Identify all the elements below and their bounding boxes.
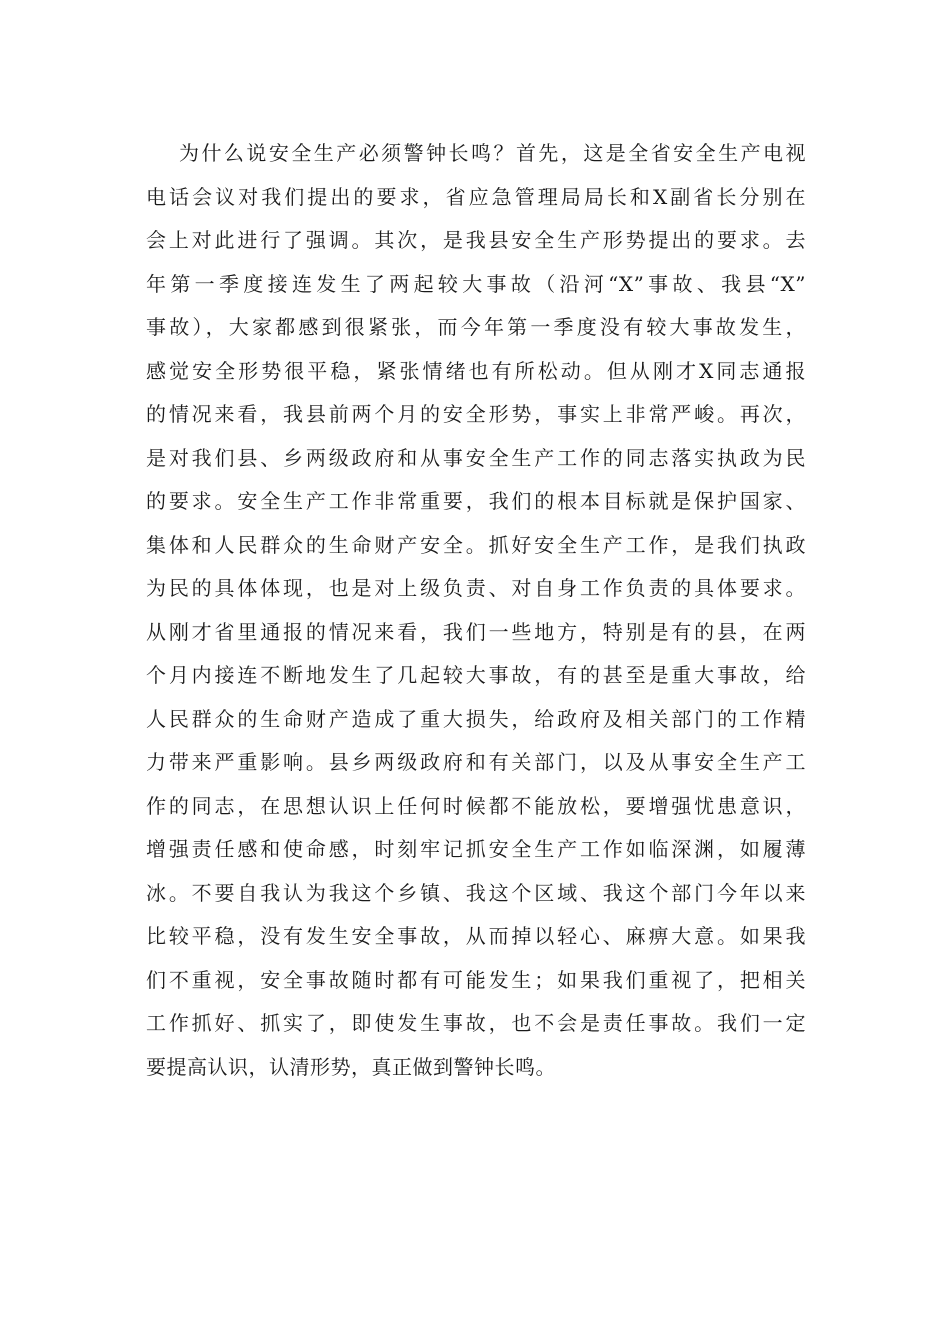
- paragraph-line: 要提高认识，认清形势，真正做到警钟长鸣。: [146, 1054, 556, 1079]
- paragraph-line: 为民的具体体现，也是对上级负责、对自身工作负责的具体要求。: [146, 576, 806, 600]
- paragraph-line: 冰。不要自我认为我这个乡镇、我这个区域、我这个部门今年以来: [146, 880, 806, 905]
- paragraph-line: 的情况来看，我县前两个月的安全形势，事实上非常严峻。再次，: [146, 402, 806, 426]
- paragraph-line: 从刚才省里通报的情况来看，我们一些地方，特别是有的县，在两: [146, 619, 806, 644]
- paragraph-line: 电话会议对我们提出的要求，省应急管理局局长和X副省长分别在: [146, 184, 806, 209]
- body-paragraph: [146, 132, 806, 1089]
- paragraph-line: 感觉安全形势很平稳，紧张情绪也有所松动。但从刚才X同志通报: [146, 358, 806, 383]
- paragraph-line: 们不重视，安全事故随时都有可能发生；如果我们重视了，把相关: [146, 967, 806, 992]
- paragraph-line: 事故），大家都感到很紧张，而今年第一季度没有较大事故发生，: [146, 315, 806, 339]
- paragraph-line: 比较平稳，没有发生安全事故，从而掉以轻心、麻痹大意。如果我: [146, 924, 806, 948]
- paragraph-line: 工作抓好、抓实了，即使发生事故，也不会是责任事故。我们一定: [146, 1011, 806, 1035]
- paragraph-line: 为什么说安全生产必须警钟长鸣？首先，这是全省安全生产电视: [179, 141, 806, 165]
- paragraph-line: 年第一季度接连发生了两起较大事故（沿河“X”事故、我县“X”: [146, 271, 806, 296]
- paragraph-line: 力带来严重影响。县乡两级政府和有关部门，以及从事安全生产工: [146, 750, 806, 774]
- paragraph-line: 会上对此进行了强调。其次，是我县安全生产形势提出的要求。去: [146, 228, 806, 252]
- paragraph-line: 作的同志，在思想认识上任何时候都不能放松，要增强忧患意识，: [146, 793, 806, 818]
- paragraph-line: 增强责任感和使命感，时刻牢记抓安全生产工作如临深渊，如履薄: [146, 837, 806, 861]
- paragraph-line: 的要求。安全生产工作非常重要，我们的根本目标就是保护国家、: [146, 489, 806, 513]
- paragraph-line: 个月内接连不断地发生了几起较大事故，有的甚至是重大事故，给: [146, 663, 806, 687]
- paragraph-line: 是对我们县、乡两级政府和从事安全生产工作的同志落实执政为民: [146, 445, 806, 470]
- paragraph-line: 集体和人民群众的生命财产安全。抓好安全生产工作，是我们执政: [146, 532, 806, 557]
- paragraph-line: 人民群众的生命财产造成了重大损失，给政府及相关部门的工作精: [146, 706, 806, 731]
